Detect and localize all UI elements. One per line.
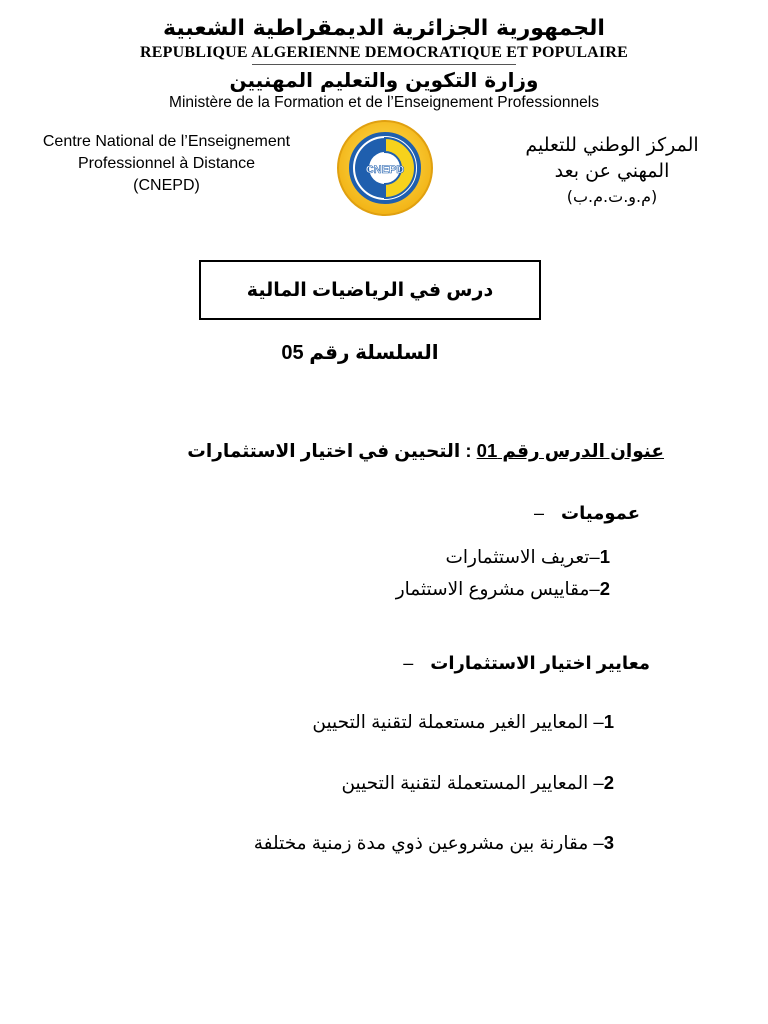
logo-text: CNEPD xyxy=(365,164,405,176)
item-number: 1 xyxy=(603,711,614,732)
lesson-label: عنوان الدرس رقم 01 xyxy=(476,440,664,461)
lesson-title xyxy=(187,440,664,462)
lesson-separator: : xyxy=(460,440,477,461)
series-number: السلسلة رقم 05 xyxy=(281,342,439,364)
item-text: – المعايير المستعملة لتقنية التحيين xyxy=(341,772,604,793)
centre-ar-line3: (م.و.ت.م.ب) xyxy=(566,187,658,206)
centre-fr-line3: (CNEPD) xyxy=(133,177,200,194)
section-heading-criteria xyxy=(386,653,650,674)
bullet-dash: – xyxy=(403,653,414,673)
ministry-title-fr: Ministère de la Formation et de l’Enseignement Professionnels xyxy=(169,94,599,111)
item-text: –مقاييس مشروع الاستثمار xyxy=(395,578,600,599)
item-number: 3 xyxy=(603,832,614,853)
course-title-box xyxy=(199,260,541,320)
item-text: – مقارنة بين مشروعين ذوي مدة زمنية مختلفة xyxy=(253,832,604,853)
centre-fr-line1: Centre National de l’Enseignement xyxy=(42,133,291,150)
centre-ar-line1: المركز الوطني للتعليم xyxy=(525,134,699,156)
course-title: درس في الرياضيات المالية xyxy=(246,279,494,301)
republic-title-ar: الجمهورية الجزائرية الديمقراطية الشعبية xyxy=(163,16,605,41)
bullet-dash: – xyxy=(533,503,544,523)
centre-fr-line2: Professionnel à Distance xyxy=(78,155,255,172)
header-divider xyxy=(252,64,516,65)
list-item xyxy=(341,772,614,794)
centre-name-ar xyxy=(482,132,742,210)
item-text: – المعايير الغير مستعملة لتقنية التحيين xyxy=(312,711,604,732)
item-number: 2 xyxy=(603,772,614,793)
centre-ar-line2: المهني عن بعد xyxy=(554,160,670,182)
section-heading-text: معايير اختيار الاستثمارات xyxy=(430,653,650,673)
republic-title-fr: REPUBLIQUE ALGERIENNE DEMOCRATIQUE ET POPULAIRE xyxy=(140,44,628,61)
list-item xyxy=(396,578,610,600)
cnepd-logo-icon xyxy=(329,118,441,218)
section-heading-text: عموميات xyxy=(561,503,640,523)
list-item xyxy=(446,546,611,568)
item-number: 2 xyxy=(599,578,610,599)
section-heading-general xyxy=(517,503,640,524)
list-item xyxy=(254,832,614,854)
lesson-name: التحيين في اختيار الاستثمارات xyxy=(187,440,461,461)
centre-name-fr xyxy=(14,131,319,197)
item-number: 1 xyxy=(599,546,610,567)
list-item xyxy=(312,711,614,733)
cnepd-logo xyxy=(329,118,441,218)
item-text: –تعريف الاستثمارات xyxy=(445,546,600,567)
ministry-title-ar: وزارة التكوين والتعليم المهنيين xyxy=(229,68,539,92)
